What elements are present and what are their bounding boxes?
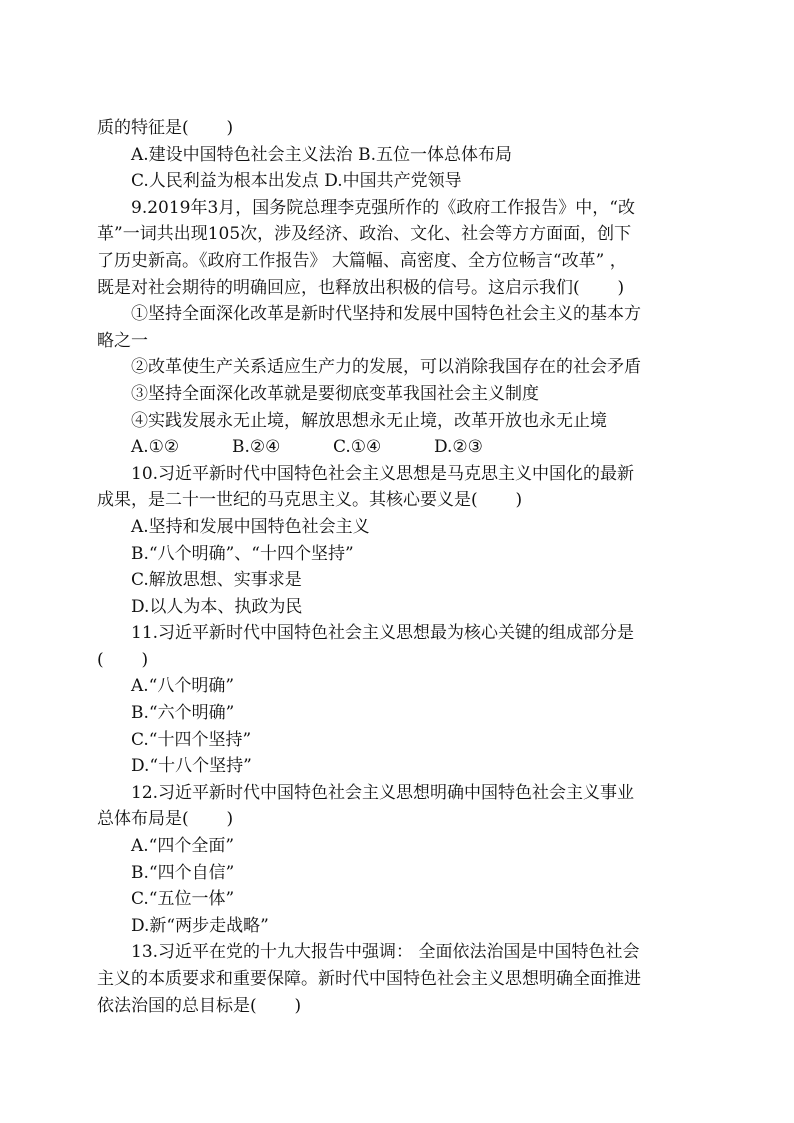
text-line: ②改革使生产关系适应生产力的发展，可以消除我国存在的社会矛盾: [131, 357, 641, 378]
q9-options: [97, 434, 707, 461]
text-block-2: [97, 461, 707, 1019]
text-line: 9.2019年3月，国务院总理李克强所作的《政府工作报告》中，“改: [131, 197, 635, 218]
text-line: 10.习近平新时代中国特色社会主义思想是马克思主义中国化的最新: [131, 463, 635, 484]
q9-option-b: B.②④: [232, 437, 281, 458]
text-line: C.解放思想、实事求是: [131, 570, 302, 591]
text-line: D.“十八个坚持”: [131, 756, 252, 777]
text-line: C.“五位一体”: [131, 889, 235, 910]
text-line: 革”一词共出现105次，涉及经济、政治、文化、社会等方方面面，创下: [97, 224, 632, 245]
text-line: A.“四个全面”: [131, 836, 235, 857]
text-line: ③坚持全面深化改革就是要彻底变革我国社会主义制度: [131, 383, 539, 404]
text-line: ①坚持全面深化改革是新时代坚持和发展中国特色社会主义的基本方: [131, 304, 641, 325]
text-line: ④实践发展永无止境，解放思想永无止境，改革开放也永无止境: [131, 410, 607, 431]
text-line: 总体布局是( ): [97, 809, 234, 830]
text-line: C.“十四个坚持”: [131, 729, 252, 750]
text-line: D.以人为本、执政为民: [131, 596, 303, 617]
text-line: 成果，是二十一世纪的马克思主义。其核心要义是( ): [97, 490, 523, 511]
text-line: B.“六个明确”: [131, 703, 235, 724]
text-line: 11.习近平新时代中国特色社会主义思想最为核心关键的组成部分是: [131, 623, 635, 644]
text-line: B.“八个明确”、“十四个坚持”: [131, 543, 354, 564]
text-line: 主义的本质要求和重要保障。新时代中国特色社会主义思想明确全面推进: [97, 969, 641, 989]
text-line: D.新“两步走战略”: [131, 915, 269, 936]
text-block-1: [97, 115, 707, 434]
text-line: B.“四个自信”: [131, 862, 235, 883]
text-line: A.坚持和发展中国特色社会主义: [131, 516, 370, 537]
text-line: 略之一: [97, 330, 148, 351]
text-line: C.人民利益为根本出发点 D.中国共产党领导: [131, 171, 462, 192]
q9-option-a: A.①②: [131, 437, 180, 458]
text-line: 质的特征是( ): [97, 118, 234, 138]
text-line: 既是对社会期待的明确回应，也释放出积极的信号。这启示我们( ): [97, 277, 625, 298]
document-body: [97, 115, 707, 1019]
q9-option-c: C.①④: [333, 437, 382, 458]
q9-option-d: D.②③: [434, 437, 483, 458]
text-line: 了历史新高。《政府工作报告》 大篇幅、高密度、全方位畅言“改革” ，: [97, 250, 627, 271]
text-line: 依法治国的总目标是( ): [97, 995, 302, 1016]
text-line: ( ): [97, 649, 149, 670]
text-line: A.“八个明确”: [131, 676, 235, 697]
text-line: 12.习近平新时代中国特色社会主义思想明确中国特色社会主义事业: [131, 782, 635, 803]
text-line: 13.习近平在党的十九大报告中强调： 全面依法治国是中国特色社会: [131, 942, 640, 963]
text-line: A.建设中国特色社会主义法治 B.五位一体总体布局: [131, 144, 512, 165]
